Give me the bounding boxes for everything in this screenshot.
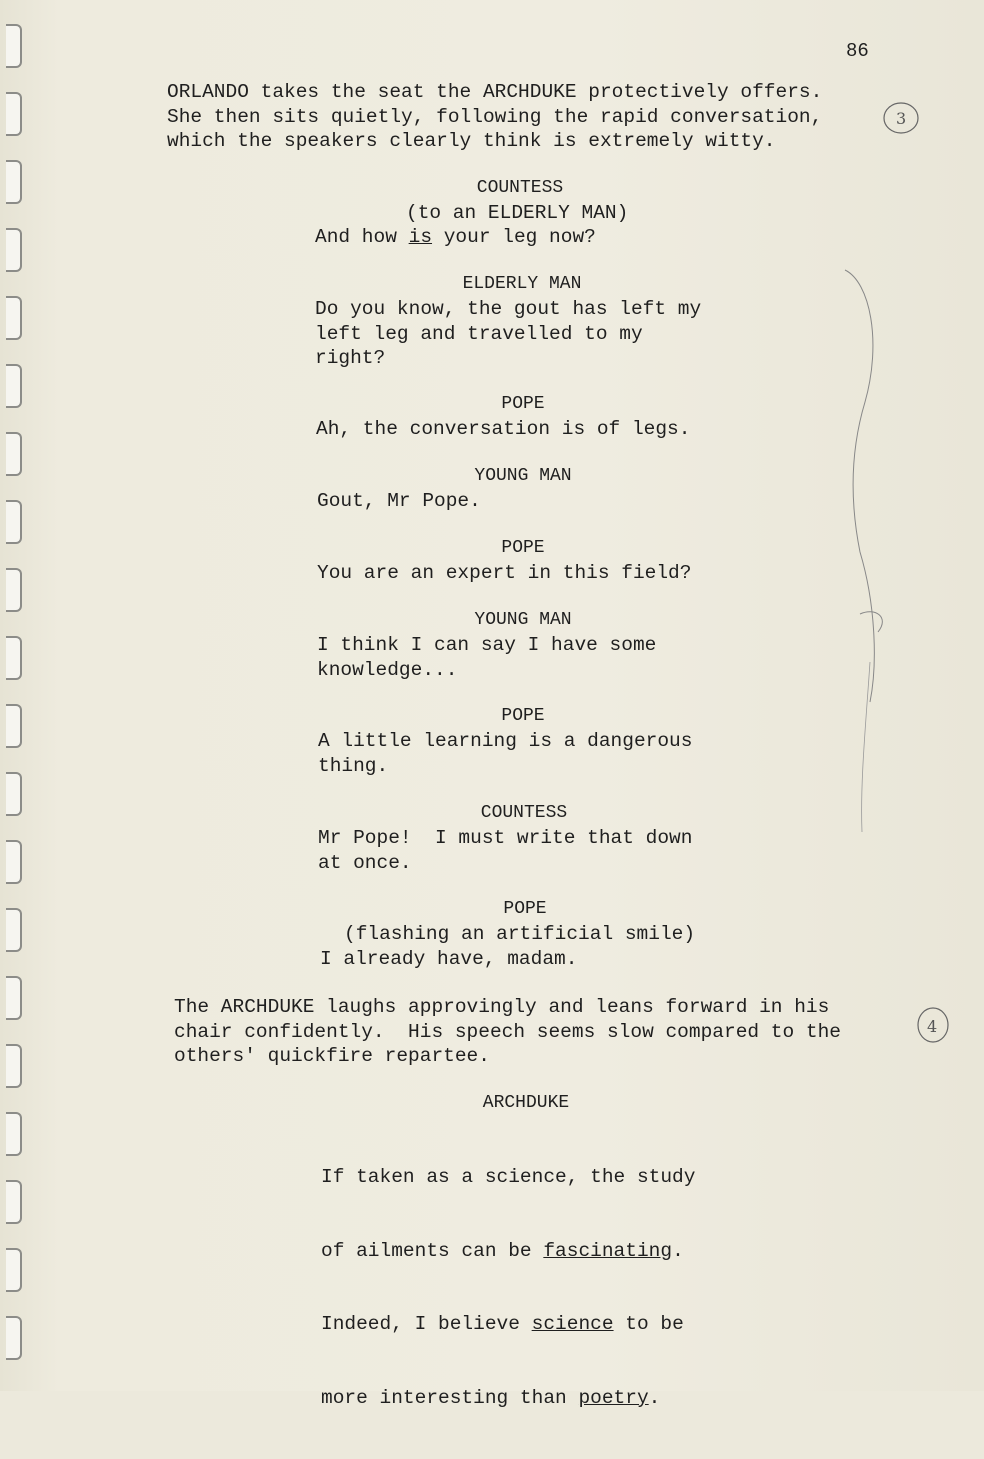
margin-pencil-line	[830, 262, 890, 842]
binding-ring	[6, 296, 22, 340]
spiral-binding	[0, 0, 40, 1391]
binding-ring	[6, 908, 22, 952]
binding-ring	[6, 228, 22, 272]
dialogue-block: If taken as a science, the study of ailments can be fascinating. Indeed, I believe science to be more interesting than poetry.	[321, 1166, 696, 1409]
binding-ring	[6, 432, 22, 476]
character-cue: POPE	[503, 899, 547, 919]
binding-ring	[6, 1180, 22, 1224]
margin-note-number: 3	[896, 109, 907, 128]
binding-ring	[6, 704, 22, 748]
binding-ring	[6, 1248, 22, 1292]
dialogue-block: Gout, Mr Pope.	[317, 490, 481, 512]
character-cue: COUNTESS	[480, 803, 568, 823]
dialogue-block: A little learning is a dangerous thing.	[318, 730, 693, 777]
binding-ring	[6, 636, 22, 680]
dialogue-block: Ah, the conversation is of legs.	[316, 418, 691, 440]
binding-ring	[6, 364, 22, 408]
binding-ring	[6, 1316, 22, 1360]
action-line: others' quickfire repartee.	[174, 1045, 490, 1067]
binding-ring	[6, 92, 22, 136]
margin-note-circle	[915, 1005, 955, 1045]
parenthetical: (to an ELDERLY MAN)	[406, 202, 629, 224]
margin-note-circle	[880, 98, 920, 138]
binding-ring	[6, 1044, 22, 1088]
dialogue-block: Mr Pope! I must write that down at once.	[318, 827, 693, 874]
binding-ring	[6, 500, 22, 544]
binding-ring	[6, 840, 22, 884]
action-line: She then sits quietly, following the rapid conversation,	[167, 105, 823, 128]
character-cue: YOUNG MAN	[474, 610, 572, 630]
action-line: The ARCHDUKE laughs approvingly and leans forward in his	[174, 996, 830, 1018]
action-block	[174, 995, 841, 1069]
action-block	[167, 80, 822, 154]
binding-ring	[6, 772, 22, 816]
character-cue: COUNTESS	[476, 178, 564, 198]
character-cue: ELDERLY MAN	[462, 274, 582, 294]
action-line: which the speakers clearly think is extremely witty.	[167, 130, 776, 152]
page-number: 86	[846, 40, 869, 62]
binding-ring	[6, 568, 22, 612]
character-cue: YOUNG MAN	[474, 466, 572, 486]
margin-note-number: 4	[927, 1017, 938, 1036]
character-cue: POPE	[501, 706, 545, 726]
binding-ring	[6, 160, 22, 204]
action-line: ORLANDO takes the seat the ARCHDUKE protectively offers.	[167, 81, 823, 103]
dialogue-block: I think I can say I have some knowledge...	[317, 634, 657, 681]
dialogue-block: I already have, madam.	[320, 948, 578, 970]
character-cue: ARCHDUKE	[482, 1093, 570, 1113]
character-cue: POPE	[501, 538, 545, 558]
character-cue: POPE	[501, 394, 545, 414]
dialogue-block: Do you know, the gout has left my left leg and travelled to my right?	[315, 298, 702, 369]
dialogue-line: And how is your leg now?	[315, 226, 596, 248]
dialogue-block: You are an expert in this field?	[317, 562, 692, 584]
binding-ring	[6, 24, 22, 68]
action-line: chair confidently. His speech seems slow compared to the	[174, 1020, 842, 1043]
binding-ring	[6, 1112, 22, 1156]
parenthetical: (flashing an artificial smile)	[344, 923, 696, 945]
binding-ring	[6, 976, 22, 1020]
